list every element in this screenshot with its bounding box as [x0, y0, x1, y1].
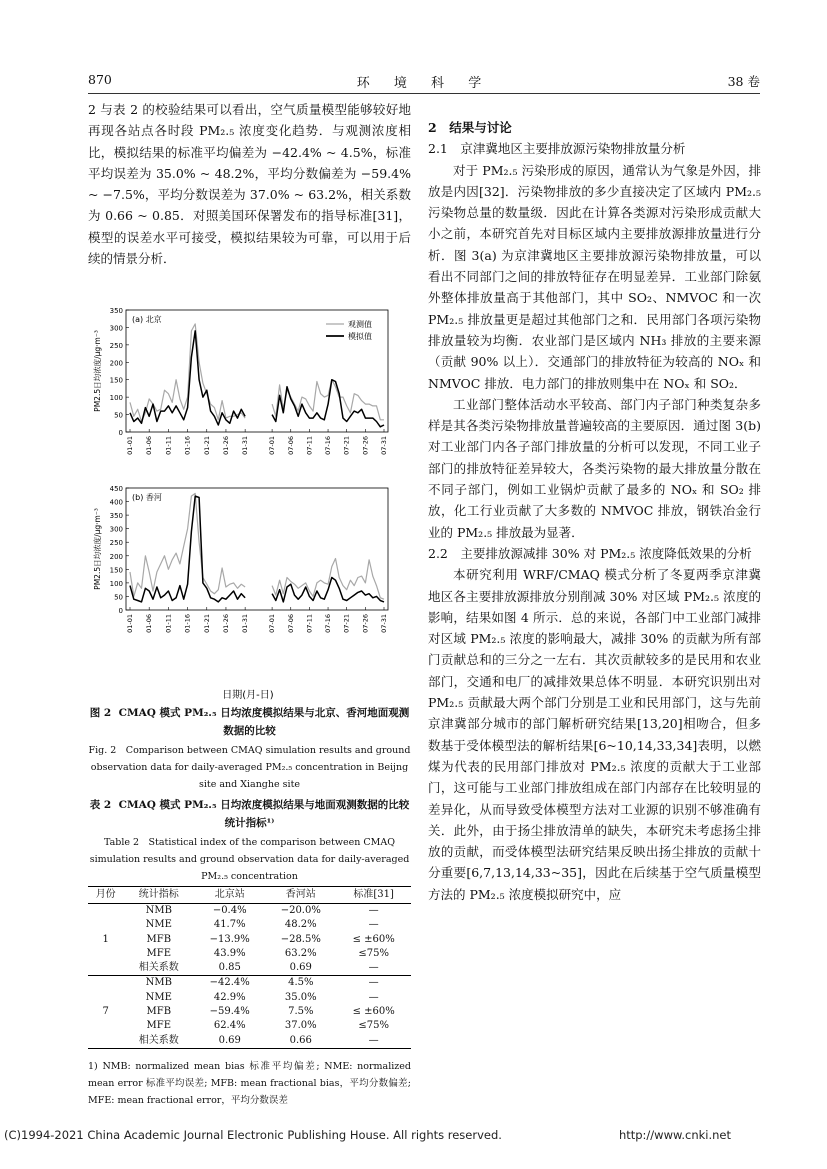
x-tick-label: 01-21	[202, 436, 211, 455]
x-tick-label: 07-11	[305, 614, 314, 633]
header-rule	[88, 93, 760, 94]
right-column	[428, 117, 761, 905]
table-cell: ≤ ±60%	[352, 1006, 395, 1018]
table-row	[88, 961, 411, 976]
table-cell: ≤75%	[358, 1020, 389, 1032]
table-cell: 0.66	[265, 1034, 336, 1049]
x-tick-label: 07-21	[342, 436, 351, 455]
table-cell: −20.0%	[280, 905, 321, 916]
table-cell: —	[336, 961, 411, 976]
table-cell: MFE	[146, 947, 172, 959]
table-cell: 42.9%	[213, 991, 246, 1003]
month-cell: 1	[88, 904, 123, 976]
journal-name: 环 境 科 学	[356, 76, 492, 91]
table-cell: NME	[145, 919, 172, 931]
table-cell: MFB	[146, 933, 172, 945]
y-tick-label: 350	[109, 512, 123, 521]
table-cell: 37.0%	[284, 1020, 317, 1032]
x-tick-label: 07-06	[286, 436, 295, 455]
x-tick-label: 07-31	[380, 436, 388, 455]
table-row	[88, 1034, 411, 1049]
x-axis-label: 日期(月-日)	[222, 690, 274, 701]
table-cell: 43.9%	[213, 947, 246, 959]
series-line-simulated	[272, 578, 384, 602]
paragraph: 工业部门整体活动水平较高、部门内子部门种类复杂多样是其各类污染物排放量普遍较高的主要原因．通过图 3(b) 对工业部门内各子部门排放量的分析可以发现，不同工业子部门的排放特征差异较大，各类污染物的最大排放量分散在不同子部门，例如工业锅炉贡献了最多的 NOₓ 和 SO₂ 排放，化工行业贡献了大多数的 NMVOC 排放，钢铁冶金行业的 PM₂.₅ 排放最为显著．	[428, 396, 761, 540]
table-row	[88, 1019, 411, 1033]
col-header: 北京站	[194, 887, 265, 904]
y-tick-label: 350	[109, 308, 123, 315]
cnki-link[interactable]: http://www.cnki.net	[618, 1128, 731, 1142]
section-2-1-heading: 2.1 京津冀地区主要排放源污染物排放量分析	[428, 141, 686, 157]
table-2-caption-en: Table 2 Statistical index of the comparison between CMAQ simulation results and ground observation data for daily-averaged PM₂.₅ concentration	[89, 837, 410, 882]
x-tick-label: 07-31	[380, 614, 388, 633]
intro-paragraph: 2 与表 2 的校验结果可以看出，空气质量模型能够较好地再现各站点各时段 PM₂.₅ 浓度变化趋势．与观测浓度相比，模拟结果的标准平均偏差为 −42.4% ~ 4.5%，标准平均误差为 35.0% ~ 48.2%，平均分数偏差为 −59.4% ~ −7.5%，平均分数误差为 37.0% ~ 63.2%，相关系数为 0.66 ~ 0.85．对照美国环保署发布的指导标准[31]，模型的误差水平可接受，模拟结果较为可靠，可以用于后续的情景分析．	[88, 102, 411, 267]
table-cell: MFE	[146, 1020, 172, 1032]
x-tick-label: 01-06	[145, 436, 154, 455]
section-2-2-heading: 2.2 主要排放源减排 30% 对 PM₂.₅ 浓度降低效果的分析	[428, 545, 752, 561]
table-cell: 0.69	[265, 961, 336, 976]
figure-2-title-cn: CMAQ 模式 PM₂.₅ 日均浓度模拟结果与北京、香河地面观测数据的比较	[118, 707, 410, 737]
x-tick-label: 01-26	[221, 436, 230, 455]
paragraph: 本研究利用 WRF/CMAQ 模式分析了冬夏两季京津冀地区各主要排放源排放分别削减 30% 对区域 PM₂.₅ 浓度的影响，结果如图 4 所示．总的来说，各部门中工业部门减排对区域 PM₂.₅ 浓度的影响最大，减排 30% 的贡献为所有部门贡献总和的三分之一左右．其次贡献较多的是民用和农业部门，交通和电厂的减排效果总体不明显．本研究识别出对 PM₂.₅ 贡献最大两个部门分别是工业和民用部门，这与先前京津冀部分城市的部门解析研究结果[13,20]相吻合，但多数基于受体模型法的解析结果[6~10,14,33,34]表明，以燃煤为代表的民用部门排放对 PM₂.₅ 浓度的贡献大于工业部门，这可能与工业部门排放组成在部门内部存在比较明显的差异化，从而导致受体模型方法对工业源的识别不够准确有关．此外，由于扬尘排放清单的缺失，本研究未考虑扬尘排放的贡献，而受体模型法研究结果反映出扬尘排放的贡献十分重要[6,7,13,14,33~35]，因此在后续基于空气质量模型方法的 PM₂.₅ 浓度模拟研究中，应	[428, 567, 761, 902]
figure-2-caption-cn	[88, 704, 411, 740]
table-cell: 35.0%	[284, 991, 317, 1003]
table-2	[88, 886, 411, 1049]
x-tick-label: 07-01	[268, 614, 277, 633]
x-tick-label: 01-31	[241, 614, 250, 633]
table-cell: 相关系数	[123, 1034, 194, 1049]
x-tick-label: 07-21	[342, 614, 351, 633]
y-tick-label: 50	[114, 411, 123, 420]
table-header-row	[88, 887, 411, 904]
x-tick-label: 01-01	[126, 436, 134, 455]
legend-label: 观测值	[348, 320, 372, 329]
table-cell: ≤75%	[358, 947, 389, 959]
table-cell: —	[368, 977, 379, 989]
col-header: 香河站	[265, 887, 336, 904]
series-line-simulated	[130, 331, 245, 425]
table-2-label: 表 2	[89, 799, 112, 811]
y-tick-label: 50	[114, 593, 123, 602]
x-tick-label: 07-16	[324, 614, 333, 633]
table-row	[88, 991, 411, 1005]
x-tick-label: 07-06	[286, 614, 295, 633]
table-row	[88, 947, 411, 961]
table-cell: —	[368, 905, 379, 916]
col-header: 统计指标	[123, 887, 194, 904]
table-cell: −28.5%	[280, 933, 321, 945]
table-cell: 41.7%	[213, 919, 246, 931]
table-cell: 0.69	[194, 1034, 265, 1049]
panel-title: (b) 香河	[132, 493, 162, 502]
table-cell: −59.4%	[209, 1006, 250, 1018]
running-header	[88, 72, 760, 90]
y-tick-label: 250	[109, 539, 123, 548]
col-header: 月份	[88, 887, 123, 904]
left-column-intro	[88, 99, 411, 269]
table-cell: 0.85	[194, 961, 265, 976]
y-tick-label: 0	[118, 429, 123, 437]
page-number: 870	[88, 72, 112, 87]
table-cell: MFB	[146, 1006, 172, 1018]
panel-b-xianghe	[92, 485, 388, 633]
x-tick-label: 01-21	[202, 614, 211, 633]
volume: 38 卷	[727, 74, 760, 89]
series-line-simulated	[272, 380, 384, 427]
y-tick-label: 100	[109, 579, 123, 588]
table-cell: NMB	[145, 977, 172, 989]
table-cell: NMB	[145, 905, 172, 916]
table-cell: 相关系数	[123, 961, 194, 976]
table-cell: 7.5%	[288, 1006, 314, 1018]
x-tick-label: 01-26	[221, 614, 230, 633]
y-tick-label: 200	[109, 552, 123, 561]
table-cell: 62.4%	[213, 1020, 246, 1032]
paragraph: 对于 PM₂.₅ 污染形成的原因，通常认为气象是外因，排放是内因[32]．污染物排放的多少直接决定了区域内 PM₂.₅ 污染物总量的数量级．因此在计算各类源对污染形成贡献大小之前，本研究首先对目标区域内主要排放源排放量进行分析．图 3(a) 为京津冀地区主要排放源污染物排放量，可以看出不同部门之间的排放特征存在明显差异．工业部门除氨外整体排放量高于其他部门，其中 SO₂、NMVOC 和一次 PM₂.₅ 排放量更是超过其他部门之和．民用部门各项污染物排放量较为均衡．农业部门是区域内 NH₃ 排放的主要来源（贡献 90% 以上）．交通部门的排放特征为较高的 NOₓ 和 NMVOC 排放．电力部门的排放则集中在 NOₓ 和 SO₂．	[428, 162, 761, 391]
series-line-observed	[272, 559, 384, 600]
legend-label: 模拟值	[348, 332, 372, 341]
y-tick-label: 200	[109, 359, 123, 368]
table-cell: —	[336, 1034, 411, 1049]
x-tick-label: 07-11	[305, 436, 314, 455]
table-row	[88, 1005, 411, 1019]
month-cell: 7	[88, 976, 123, 1048]
table-2-caption-cn	[88, 796, 411, 832]
y-tick-label: 250	[109, 341, 123, 350]
table-row	[88, 904, 411, 919]
x-tick-label: 01-11	[164, 436, 173, 455]
x-tick-label: 07-26	[361, 614, 370, 633]
table-2-footnote: 1) NMB: normalized mean bias 标准平均偏差; NME: normalized mean error 标准平均误差; MFB: mean fractional bias，平均分数偏差; MFE: mean fractional error，平均分数误差	[88, 1061, 411, 1106]
y-tick-label: 300	[109, 324, 123, 333]
x-tick-label: 07-26	[361, 436, 370, 455]
table-cell: ≤ ±60%	[352, 933, 395, 945]
panel-title: (a) 北京	[132, 315, 162, 324]
figure-2-caption-en: Fig. 2 Comparison between CMAQ simulation results and ground observation data for daily-averaged PM₂.₅ concentration in Beijng site and Xianghe site	[88, 745, 411, 790]
figure-2-label: 图 2	[89, 707, 112, 719]
y-tick-label: 300	[109, 525, 123, 534]
x-tick-label: 01-16	[183, 614, 192, 633]
y-tick-label: 150	[109, 376, 123, 385]
panel-a-beijing	[92, 308, 388, 455]
x-tick-label: 01-06	[145, 614, 154, 633]
y-tick-label: 450	[109, 485, 123, 493]
y-tick-label: 0	[118, 607, 123, 615]
y-tick-label: 400	[109, 498, 123, 507]
x-tick-label: 07-01	[268, 436, 277, 455]
table-cell: −13.9%	[209, 933, 250, 945]
table-cell: —	[368, 919, 379, 931]
table-cell: 48.2%	[284, 919, 317, 931]
y-axis-label: PM2.5日均浓度/μg·m⁻³	[93, 330, 102, 412]
section-2-heading: 2 结果与讨论	[428, 120, 512, 135]
table-cell: −42.4%	[209, 977, 250, 989]
table-cell: —	[368, 991, 379, 1003]
table-row	[88, 976, 411, 991]
table-cell: 63.2%	[284, 947, 317, 959]
copyright-text: (C)1994-2021 China Academic Journal Electronic Publishing House. All rights reserved.	[4, 1128, 502, 1142]
plot-frame	[126, 488, 388, 610]
x-tick-label: 01-01	[126, 614, 134, 633]
x-tick-label: 07-16	[324, 436, 333, 455]
table-row	[88, 933, 411, 947]
figure-2-chart	[88, 308, 411, 703]
x-tick-label: 01-11	[164, 614, 173, 633]
table-cell: 4.5%	[288, 977, 314, 989]
y-axis-label: PM2.5日均浓度/μg·m⁻³	[93, 508, 102, 590]
x-tick-label: 01-31	[241, 436, 250, 455]
x-tick-label: 01-16	[183, 436, 192, 455]
table-cell: NME	[145, 991, 172, 1003]
y-tick-label: 100	[109, 394, 123, 403]
y-tick-label: 150	[109, 566, 123, 575]
table-2-title-cn: CMAQ 模式 PM₂.₅ 日均浓度模拟结果与地面观测数据的比较统计指标¹⁾	[118, 799, 410, 829]
table-row	[88, 918, 411, 932]
table-cell: −0.4%	[212, 905, 247, 916]
col-header: 标准[31]	[336, 887, 411, 904]
